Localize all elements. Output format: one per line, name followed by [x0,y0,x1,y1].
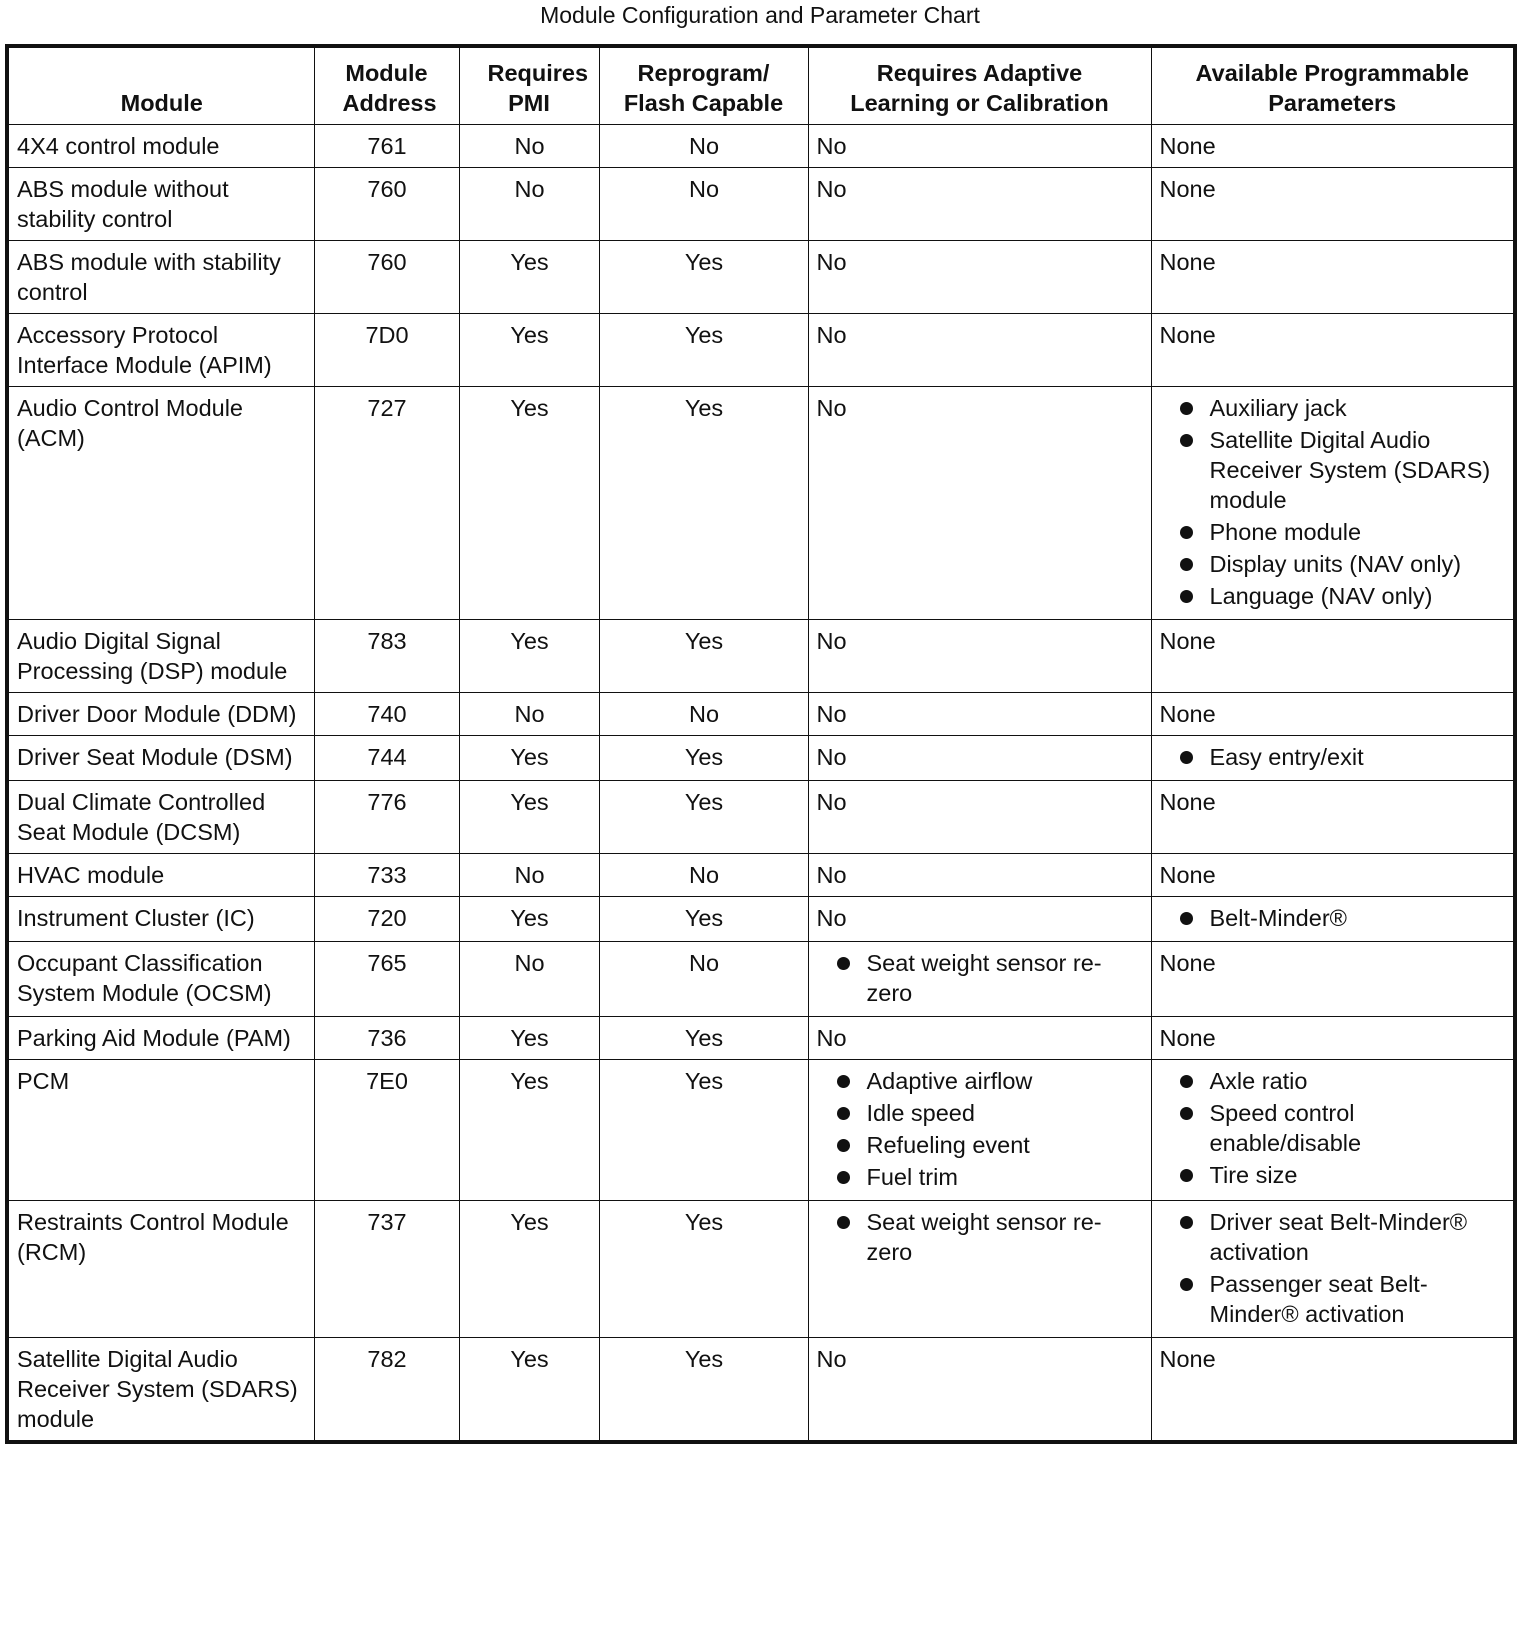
header-row [7,46,1515,125]
table-row [7,168,1515,241]
address-cell: 7D0 [314,314,459,387]
table-row [7,781,1515,854]
bullet-item: Fuel trim [817,1162,1144,1192]
pmi-cell: Yes [459,1338,599,1443]
module-cell: ABS module without stability control [7,168,314,241]
module-cell: Parking Aid Module (PAM) [7,1017,314,1060]
address-cell: 765 [314,942,459,1017]
adaptive-cell: No [808,314,1151,387]
adaptive-cell: No [808,1017,1151,1060]
module-cell: Occupant Classification System Module (OCSM) [7,942,314,1017]
bullet-item: Display units (NAV only) [1160,549,1507,579]
flash-cell: Yes [599,781,808,854]
params-cell: None [1151,942,1515,1017]
module-cell: PCM [7,1060,314,1201]
params-cell [1151,1060,1515,1201]
adaptive-cell [808,942,1151,1017]
table-row [7,942,1515,1017]
pmi-cell: Yes [459,897,599,942]
params-cell: None [1151,168,1515,241]
bullet-item: Speed control enable/disable [1160,1098,1507,1158]
params-cell [1151,1201,1515,1338]
params-cell: None [1151,1338,1515,1443]
module-cell: Dual Climate Controlled Seat Module (DCSM) [7,781,314,854]
table-row [7,1201,1515,1338]
pmi-cell: No [459,693,599,736]
params-cell [1151,736,1515,781]
table-body [7,125,1515,1443]
adaptive-cell: No [808,897,1151,942]
pmi-cell: Yes [459,314,599,387]
params-cell: None [1151,781,1515,854]
pmi-cell: Yes [459,1201,599,1338]
address-cell: 760 [314,168,459,241]
bullet-list [817,1207,1144,1267]
bullet-item: Satellite Digital Audio Receiver System (SDARS) module [1160,425,1507,515]
table-row [7,387,1515,620]
flash-cell: No [599,168,808,241]
bullet-item: Passenger seat Belt-Minder® activation [1160,1269,1507,1329]
header-programmable-parameters: Available Programmable Parameters [1151,46,1515,125]
adaptive-cell: No [808,781,1151,854]
params-cell [1151,897,1515,942]
table-row [7,1338,1515,1443]
pmi-cell: No [459,168,599,241]
params-cell: None [1151,1017,1515,1060]
adaptive-cell: No [808,736,1151,781]
flash-cell: Yes [599,387,808,620]
pmi-cell: Yes [459,620,599,693]
bullet-item: Belt-Minder® [1160,903,1507,933]
bullet-item: Language (NAV only) [1160,581,1507,611]
adaptive-cell: No [808,125,1151,168]
module-cell: Instrument Cluster (IC) [7,897,314,942]
table-row [7,1060,1515,1201]
pmi-cell: No [459,125,599,168]
module-cell: 4X4 control module [7,125,314,168]
module-cell: Driver Door Module (DDM) [7,693,314,736]
header-module-address: Module Address [314,46,459,125]
module-cell: HVAC module [7,854,314,897]
module-cell: Accessory Protocol Interface Module (APIM) [7,314,314,387]
address-cell: 727 [314,387,459,620]
bullet-item: Refueling event [817,1130,1144,1160]
flash-cell: Yes [599,1060,808,1201]
bullet-list [1160,903,1507,933]
address-cell: 761 [314,125,459,168]
flash-cell: Yes [599,620,808,693]
module-cell: Audio Control Module (ACM) [7,387,314,620]
table-row [7,125,1515,168]
adaptive-cell [808,1201,1151,1338]
bullet-item: Idle speed [817,1098,1144,1128]
bullet-item: Phone module [1160,517,1507,547]
bullet-list [1160,1066,1507,1190]
address-cell: 736 [314,1017,459,1060]
adaptive-cell: No [808,693,1151,736]
table-row [7,1017,1515,1060]
bullet-item: Driver seat Belt-Minder® activation [1160,1207,1507,1267]
address-cell: 744 [314,736,459,781]
adaptive-cell: No [808,168,1151,241]
flash-cell: Yes [599,241,808,314]
pmi-cell: Yes [459,736,599,781]
bullet-item: Seat weight sensor re-zero [817,1207,1144,1267]
bullet-list [1160,393,1507,611]
adaptive-cell [808,1060,1151,1201]
pmi-cell: No [459,854,599,897]
flash-cell: Yes [599,897,808,942]
table-row [7,854,1515,897]
flash-cell: Yes [599,1017,808,1060]
flash-cell: No [599,125,808,168]
pmi-cell: Yes [459,241,599,314]
params-cell: None [1151,693,1515,736]
adaptive-cell: No [808,620,1151,693]
flash-cell: Yes [599,736,808,781]
header-adaptive-learning: Requires Adaptive Learning or Calibration [808,46,1151,125]
pmi-cell: Yes [459,781,599,854]
params-cell: None [1151,314,1515,387]
params-cell: None [1151,125,1515,168]
bullet-item: Easy entry/exit [1160,742,1507,772]
flash-cell: No [599,854,808,897]
flash-cell: Yes [599,314,808,387]
chart-title: Module Configuration and Parameter Chart [540,2,980,28]
module-cell: Restraints Control Module (RCM) [7,1201,314,1338]
module-cell: ABS module with stability control [7,241,314,314]
pmi-cell: Yes [459,1017,599,1060]
params-cell [1151,387,1515,620]
address-cell: 760 [314,241,459,314]
flash-cell: Yes [599,1338,808,1443]
adaptive-cell: No [808,241,1151,314]
header-module: Module [7,46,314,125]
adaptive-cell: No [808,854,1151,897]
table-row [7,314,1515,387]
address-cell: 737 [314,1201,459,1338]
bullet-item: Axle ratio [1160,1066,1507,1096]
bullet-item: Auxiliary jack [1160,393,1507,423]
module-cell: Audio Digital Signal Processing (DSP) module [7,620,314,693]
bullet-item: Adaptive airflow [817,1066,1144,1096]
address-cell: 7E0 [314,1060,459,1201]
table-row [7,620,1515,693]
bullet-list [1160,742,1507,772]
header-reprogram-flash: Reprogram/ Flash Capable [599,46,808,125]
address-cell: 740 [314,693,459,736]
address-cell: 782 [314,1338,459,1443]
table-row [7,897,1515,942]
module-parameter-table [5,44,1517,1444]
address-cell: 783 [314,620,459,693]
adaptive-cell: No [808,1338,1151,1443]
module-cell: Driver Seat Module (DSM) [7,736,314,781]
header-requires-pmi: Requires PMI [459,46,599,125]
flash-cell: No [599,942,808,1017]
address-cell: 720 [314,897,459,942]
flash-cell: Yes [599,1201,808,1338]
table-row [7,736,1515,781]
flash-cell: No [599,693,808,736]
bullet-item: Seat weight sensor re-zero [817,948,1144,1008]
params-cell: None [1151,854,1515,897]
address-cell: 776 [314,781,459,854]
params-cell: None [1151,620,1515,693]
pmi-cell: Yes [459,1060,599,1201]
module-cell: Satellite Digital Audio Receiver System (SDARS) module [7,1338,314,1443]
table-row [7,241,1515,314]
pmi-cell: No [459,942,599,1017]
adaptive-cell: No [808,387,1151,620]
bullet-item: Tire size [1160,1160,1507,1190]
params-cell: None [1151,241,1515,314]
address-cell: 733 [314,854,459,897]
table-row [7,693,1515,736]
bullet-list [817,948,1144,1008]
pmi-cell: Yes [459,387,599,620]
bullet-list [1160,1207,1507,1329]
bullet-list [817,1066,1144,1192]
